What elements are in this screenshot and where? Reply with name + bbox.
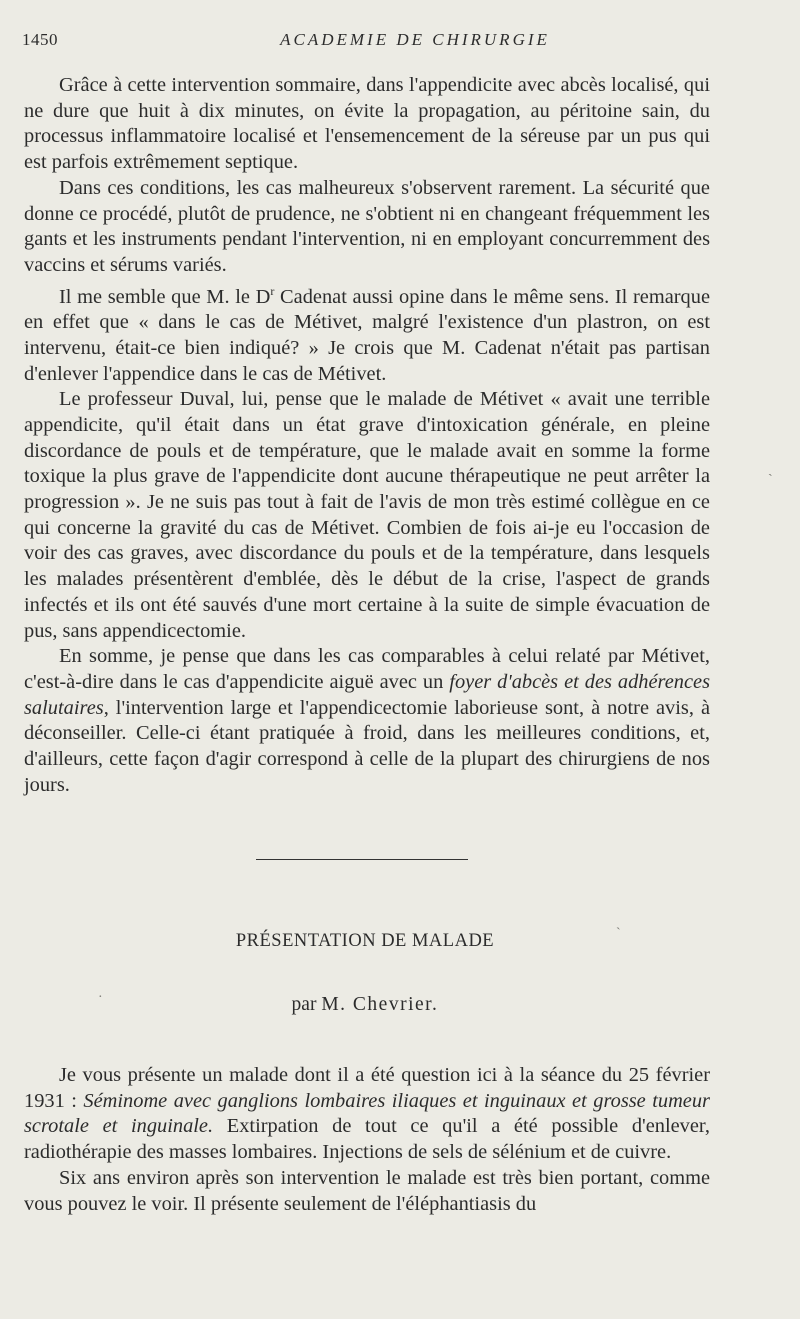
paragraph-3 (24, 279, 710, 388)
paragraph-5-italic: foyer d'abcès et des adhérences salutaires (24, 670, 711, 719)
presentation-text (24, 1063, 710, 1217)
paragraph-6-part-b: Extirpation de tout ce qu'il a été possible d'enlever, radiothérapie des masses lombaires. Injections de sels de sélénium et de cuivre. (24, 1115, 710, 1164)
paragraph-5-part-b: , l'intervention large et l'appendicectomie laborieuse sont, à notre avis, à déconseiller. Celle-ci étant pratiquée à froid, dans les meilleures conditions, et, d'ailleurs, cette façon d'agir correspond à celle de la plupart des chirurgiens de nos jours. (24, 696, 710, 796)
paragraph-7: Six ans environ après son intervention le malade est très bien portant, comme vous pouvez le voir. Il présente seulement de l'éléphantiasis du (24, 1166, 710, 1215)
paragraph-3-part-a: Il me semble que M. le D (59, 285, 271, 308)
margin-mark: ˋ (616, 926, 621, 941)
paragraph-2: Dans ces conditions, les cas malheureux s'observent rarement. La sécurité que donne ce procédé, plutôt de prudence, ne s'obtient ni en changeant fréquemment les gants et les instruments pendant l'intervention, ni en employant concurremment des vaccins et sérums variés. (24, 176, 710, 276)
page-number: 1450 (22, 30, 58, 49)
byline (0, 994, 730, 1016)
paragraph-6-part-a: Je vous présente un malade dont il a été question ici à la séance du 25 février 1931 : (24, 1064, 710, 1112)
section-divider (256, 859, 468, 860)
paragraph-6-italic: Séminome avec ganglions lombaires iliaques et inguinaux et grosse tumeur scrotale et inguinale. (24, 1089, 710, 1138)
paragraph-5-part-a: En somme, je pense que dans les cas comparables à celui relaté par Métivet, c'est-à-dire dans le cas d'appendicite aiguë avec un (24, 645, 710, 693)
paragraph-3-part-b: Cadenat aussi opine dans le même sens. Il remarque en effet que « dans le cas de Métivet, malgré l'existence d'un plastron, on est intervenu, était-ce bien indiqué? » Je crois que M. Cadenat n'était pas partisan d'enlever l'appendice dans le cas de Métivet. (24, 285, 710, 385)
running-head: ACADEMIE DE CHIRURGIE (280, 30, 550, 49)
margin-mark: ˏ (768, 462, 773, 477)
byline-author: M. Chevrier. (321, 994, 439, 1015)
paragraph-1: Grâce à cette intervention sommaire, dans l'appendicite avec abcès localisé, qui ne dure que huit à dix minutes, on évite la propagation, au péritoine sain, du processus inflammatoire localisé et l'ensemencement de la séreuse par un pus qui est parfois extrêmement septique. (24, 74, 710, 174)
paragraph-4: Le professeur Duval, lui, pense que le malade de Métivet « avait une terrible appendicite, qu'il était dans un état grave d'intoxication générale, en pleine discordance de pouls et de température, que le malade avait en somme la forme toxique la plus grave de l'appendicite dont aucune thérapeutique ne peut arrêter la progression ». Je ne suis pas tout à fait de l'avis de mon très estimé collègue en ce qui concerne la gravité du cas de Métivet. Combien de fois ai-je eu l'occasion de voir des cas graves, avec discordance du pouls et de la température, dans lesquels les malades présentèrent d'emblée, dès le début de la crise, l'aspect de grands infectés et ils ont été sauvés d'une mort certaine à la suite de simple évacuation de pus, sans appendicectomie. (24, 388, 710, 642)
paragraph-6 (24, 1063, 710, 1166)
byline-prefix: par (291, 994, 322, 1015)
section-title: PRÉSENTATION DE MALADE (235, 931, 495, 951)
doctor-abbrev-superscript: r (270, 283, 275, 298)
article-continuation (24, 73, 710, 798)
margin-mark: · (98, 990, 103, 1005)
paragraph-5 (24, 644, 710, 798)
